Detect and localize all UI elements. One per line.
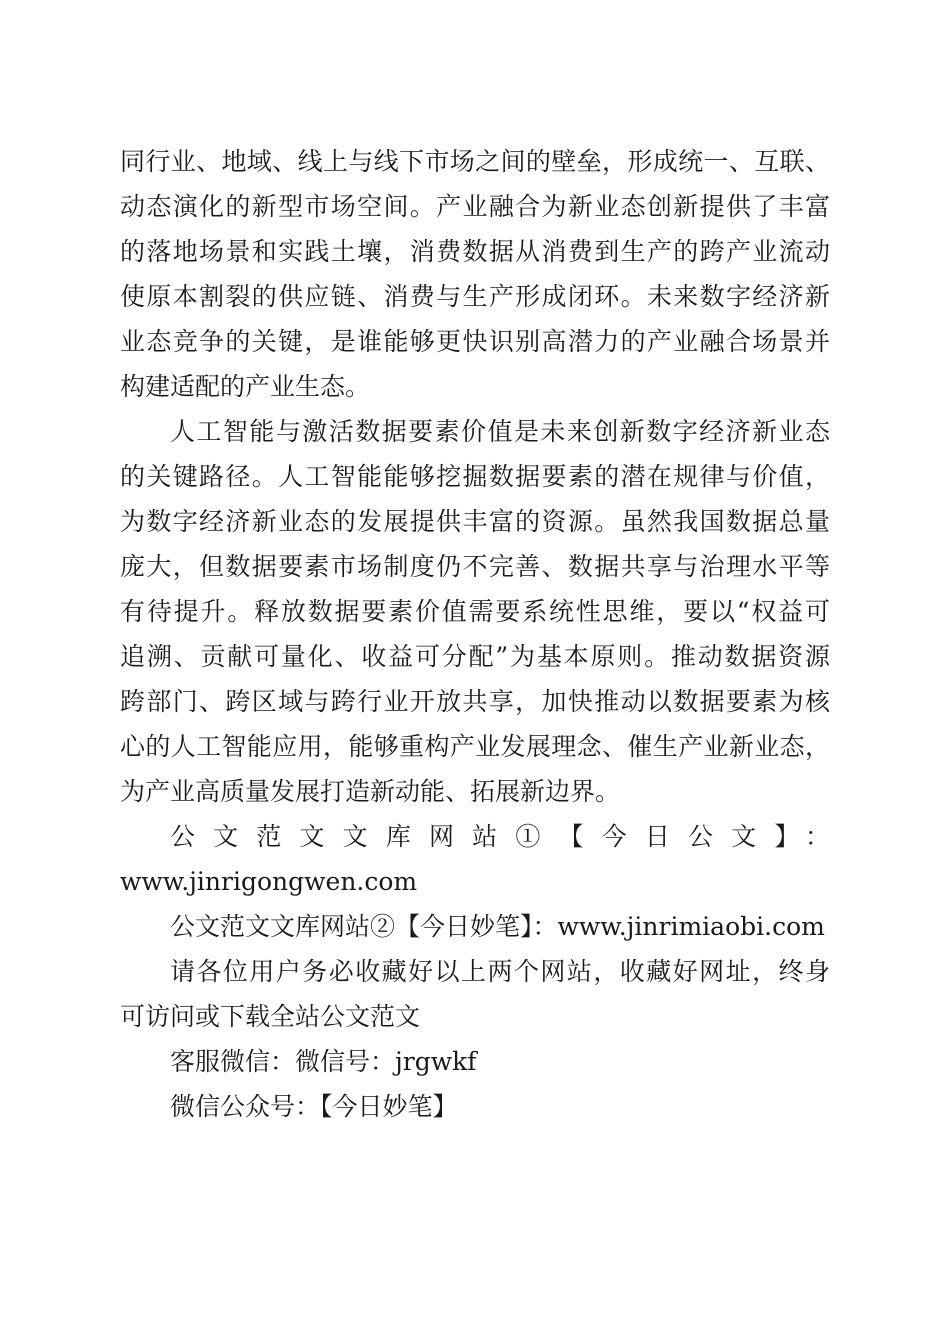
official-account: 微信公众号：【今日妙笔】 <box>170 1092 458 1121</box>
paragraph-2-line-3: 为数字经济新业态的发展提供丰富的资源。虽然我国数据总量 <box>120 507 830 536</box>
paragraph-1-line-2: 动态演化的新型市场空间。产业融合为新业态创新提供了丰富 <box>120 192 830 221</box>
site-1-title: 公文范文文库网站①【今日公文】： <box>170 822 830 851</box>
service-wechat: 客服微信：微信号：jrgwkf <box>170 1047 477 1076</box>
paragraph-1-line-5: 业态竞争的关键，是谁能够更快识别高潜力的产业融合场景并 <box>120 327 830 356</box>
paragraph-1-line-1: 同行业、地域、线上与线下市场之间的壁垒，形成统一、互联、 <box>120 147 830 176</box>
paragraph-1-line-6: 构建适配的产业生态。 <box>120 372 371 401</box>
paragraph-2-line-8: 心的人工智能应用，能够重构产业发展理念、催生产业新业态， <box>120 732 830 761</box>
paragraph-2-line-5: 有待提升。释放数据要素价值需要系统性思维，要以“权益可 <box>120 597 830 626</box>
paragraph-2-line-9: 为产业高质量发展打造新动能、拓展新边界。 <box>120 777 621 806</box>
site-1-url[interactable]: www.jinrigongwen.com <box>120 867 418 896</box>
notice-line-1: 请各位用户务必收藏好以上两个网站，收藏好网址，终身 <box>170 957 830 986</box>
paragraph-2-line-2: 的关键路径。人工智能能够挖掘数据要素的潜在规律与价值， <box>120 462 830 491</box>
paragraph-2-line-4: 庞大，但数据要素市场制度仍不完善、数据共享与治理水平等 <box>120 552 830 581</box>
paragraph-2-line-1: 人工智能与激活数据要素价值是未来创新数字经济新业态 <box>170 417 830 446</box>
paragraph-1-line-3: 的落地场景和实践土壤，消费数据从消费到生产的跨产业流动 <box>120 237 830 266</box>
notice-line-2: 可访问或下载全站公文范文 <box>120 1002 421 1031</box>
paragraph-2-line-6: 追溯、贡献可量化、收益可分配”为基本原则。推动数据资源 <box>120 642 830 671</box>
paragraph-2-line-7: 跨部门、跨区域与跨行业开放共享，加快推动以数据要素为核 <box>120 687 830 716</box>
paragraph-1-line-4: 使原本割裂的供应链、消费与生产形成闭环。未来数字经济新 <box>120 282 830 311</box>
site-2-line[interactable]: 公文范文文库网站②【今日妙笔】：www.jinrimiaobi.com <box>170 912 825 941</box>
